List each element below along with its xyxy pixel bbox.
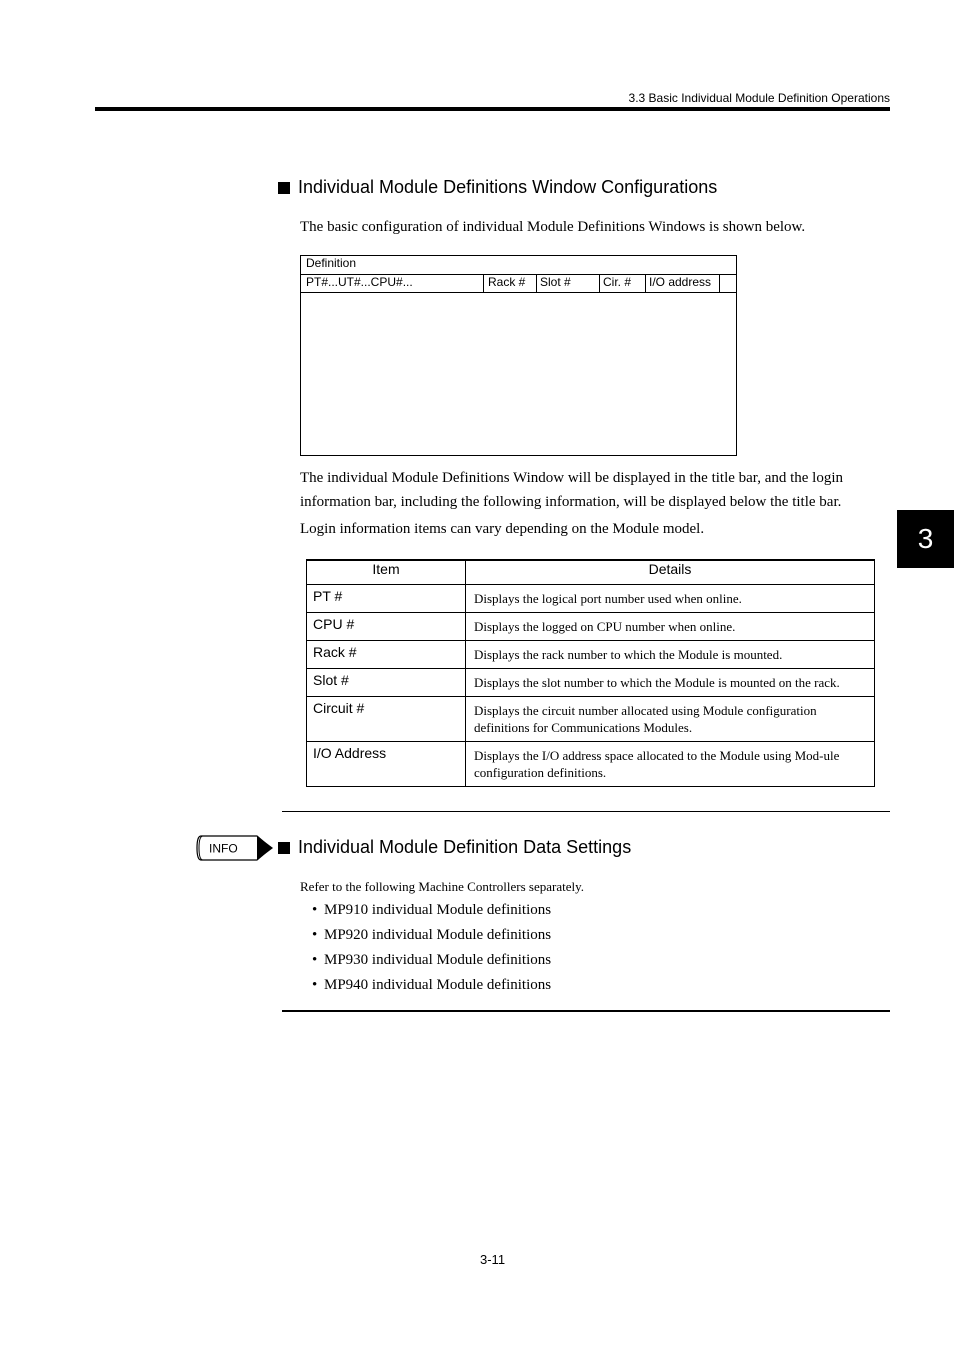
square-bullet-icon xyxy=(278,182,290,194)
table-row xyxy=(307,584,875,612)
table-cell-details: Displays the circuit number allocated using Module configuration definitions for Communications Modules. xyxy=(466,696,875,741)
controller-list xyxy=(312,900,551,1000)
table-header-item: Item xyxy=(307,560,466,584)
login-field-circuit: Cir. # xyxy=(603,275,632,289)
list-item xyxy=(312,900,551,925)
section-title-text: Individual Module Definitions Window Configurations xyxy=(298,177,718,197)
table-cell-details: Displays the rack number to which the Module is mounted. xyxy=(466,640,875,668)
login-field-io-address: I/O address xyxy=(649,275,712,289)
list-item-text: MP930 individual Module definitions xyxy=(324,952,552,968)
table-cell-details: Displays the slot number to which the Module is mounted on the rack. xyxy=(466,668,875,696)
body-paragraph: Login information items can vary depending on the Module model. xyxy=(300,521,705,537)
section-title-text: Individual Module Definition Data Settings xyxy=(298,837,632,857)
table-cell-item: Circuit # xyxy=(307,696,466,741)
list-item-text: MP940 individual Module definitions xyxy=(324,977,552,993)
section-title-window-config xyxy=(278,177,717,198)
list-item xyxy=(312,925,551,950)
table-cell-details: Displays the logged on CPU number when online. xyxy=(466,612,875,640)
bullet-icon: • xyxy=(312,927,318,943)
bullet-icon: • xyxy=(312,902,318,918)
window-title: Definition xyxy=(306,256,357,270)
bullet-icon: • xyxy=(312,977,318,993)
info-icon-label: INFO xyxy=(209,841,238,856)
table-cell-item: CPU # xyxy=(307,612,466,640)
login-field-slot: Slot # xyxy=(540,275,571,289)
login-field-rack: Rack # xyxy=(488,275,526,289)
section-divider xyxy=(282,1010,890,1012)
table-cell-item: I/O Address xyxy=(307,741,466,786)
list-item xyxy=(312,950,551,975)
table-header-details: Details xyxy=(466,560,875,584)
table-row xyxy=(307,612,875,640)
section-title-data-settings xyxy=(278,837,631,858)
table-cell-item: Rack # xyxy=(307,640,466,668)
section-intro: Refer to the following Machine Controllers separately. xyxy=(300,879,584,894)
body-paragraph: The individual Module Definitions Window will be displayed in the title bar, and the login information bar, including the following information, will be displayed below the title bar. xyxy=(300,470,844,510)
chapter-tab: 3 xyxy=(897,510,954,568)
list-item xyxy=(312,975,551,1000)
table-cell-details: Displays the I/O address space allocated to the Module using Mod-ule configuration definitions. xyxy=(466,741,875,786)
table-row xyxy=(307,741,875,786)
definition-window-diagram xyxy=(300,255,737,456)
section-divider xyxy=(282,811,890,812)
table-row xyxy=(307,668,875,696)
login-info-table xyxy=(306,559,875,787)
page-number: 3-11 xyxy=(480,1252,506,1267)
info-icon xyxy=(195,834,275,862)
login-info-bar xyxy=(301,274,736,293)
table-row xyxy=(307,696,875,741)
header-rule xyxy=(95,107,890,111)
table-cell-item: PT # xyxy=(307,584,466,612)
bullet-icon: • xyxy=(312,952,318,968)
login-field-blank xyxy=(719,275,736,292)
table-row xyxy=(307,640,875,668)
list-item-text: MP920 individual Module definitions xyxy=(324,927,552,943)
table-header-row xyxy=(307,560,875,584)
section-intro: The basic configuration of individual Module Definitions Windows is shown below. xyxy=(300,219,806,235)
table-cell-details: Displays the logical port number used when online. xyxy=(466,584,875,612)
square-bullet-icon xyxy=(278,842,290,854)
login-field-pt-ut-cpu: PT#...UT#...CPU#... xyxy=(306,275,413,289)
list-item-text: MP910 individual Module definitions xyxy=(324,902,552,918)
table-cell-item: Slot # xyxy=(307,668,466,696)
running-header: 3.3 Basic Individual Module Definition Operations xyxy=(628,91,890,105)
